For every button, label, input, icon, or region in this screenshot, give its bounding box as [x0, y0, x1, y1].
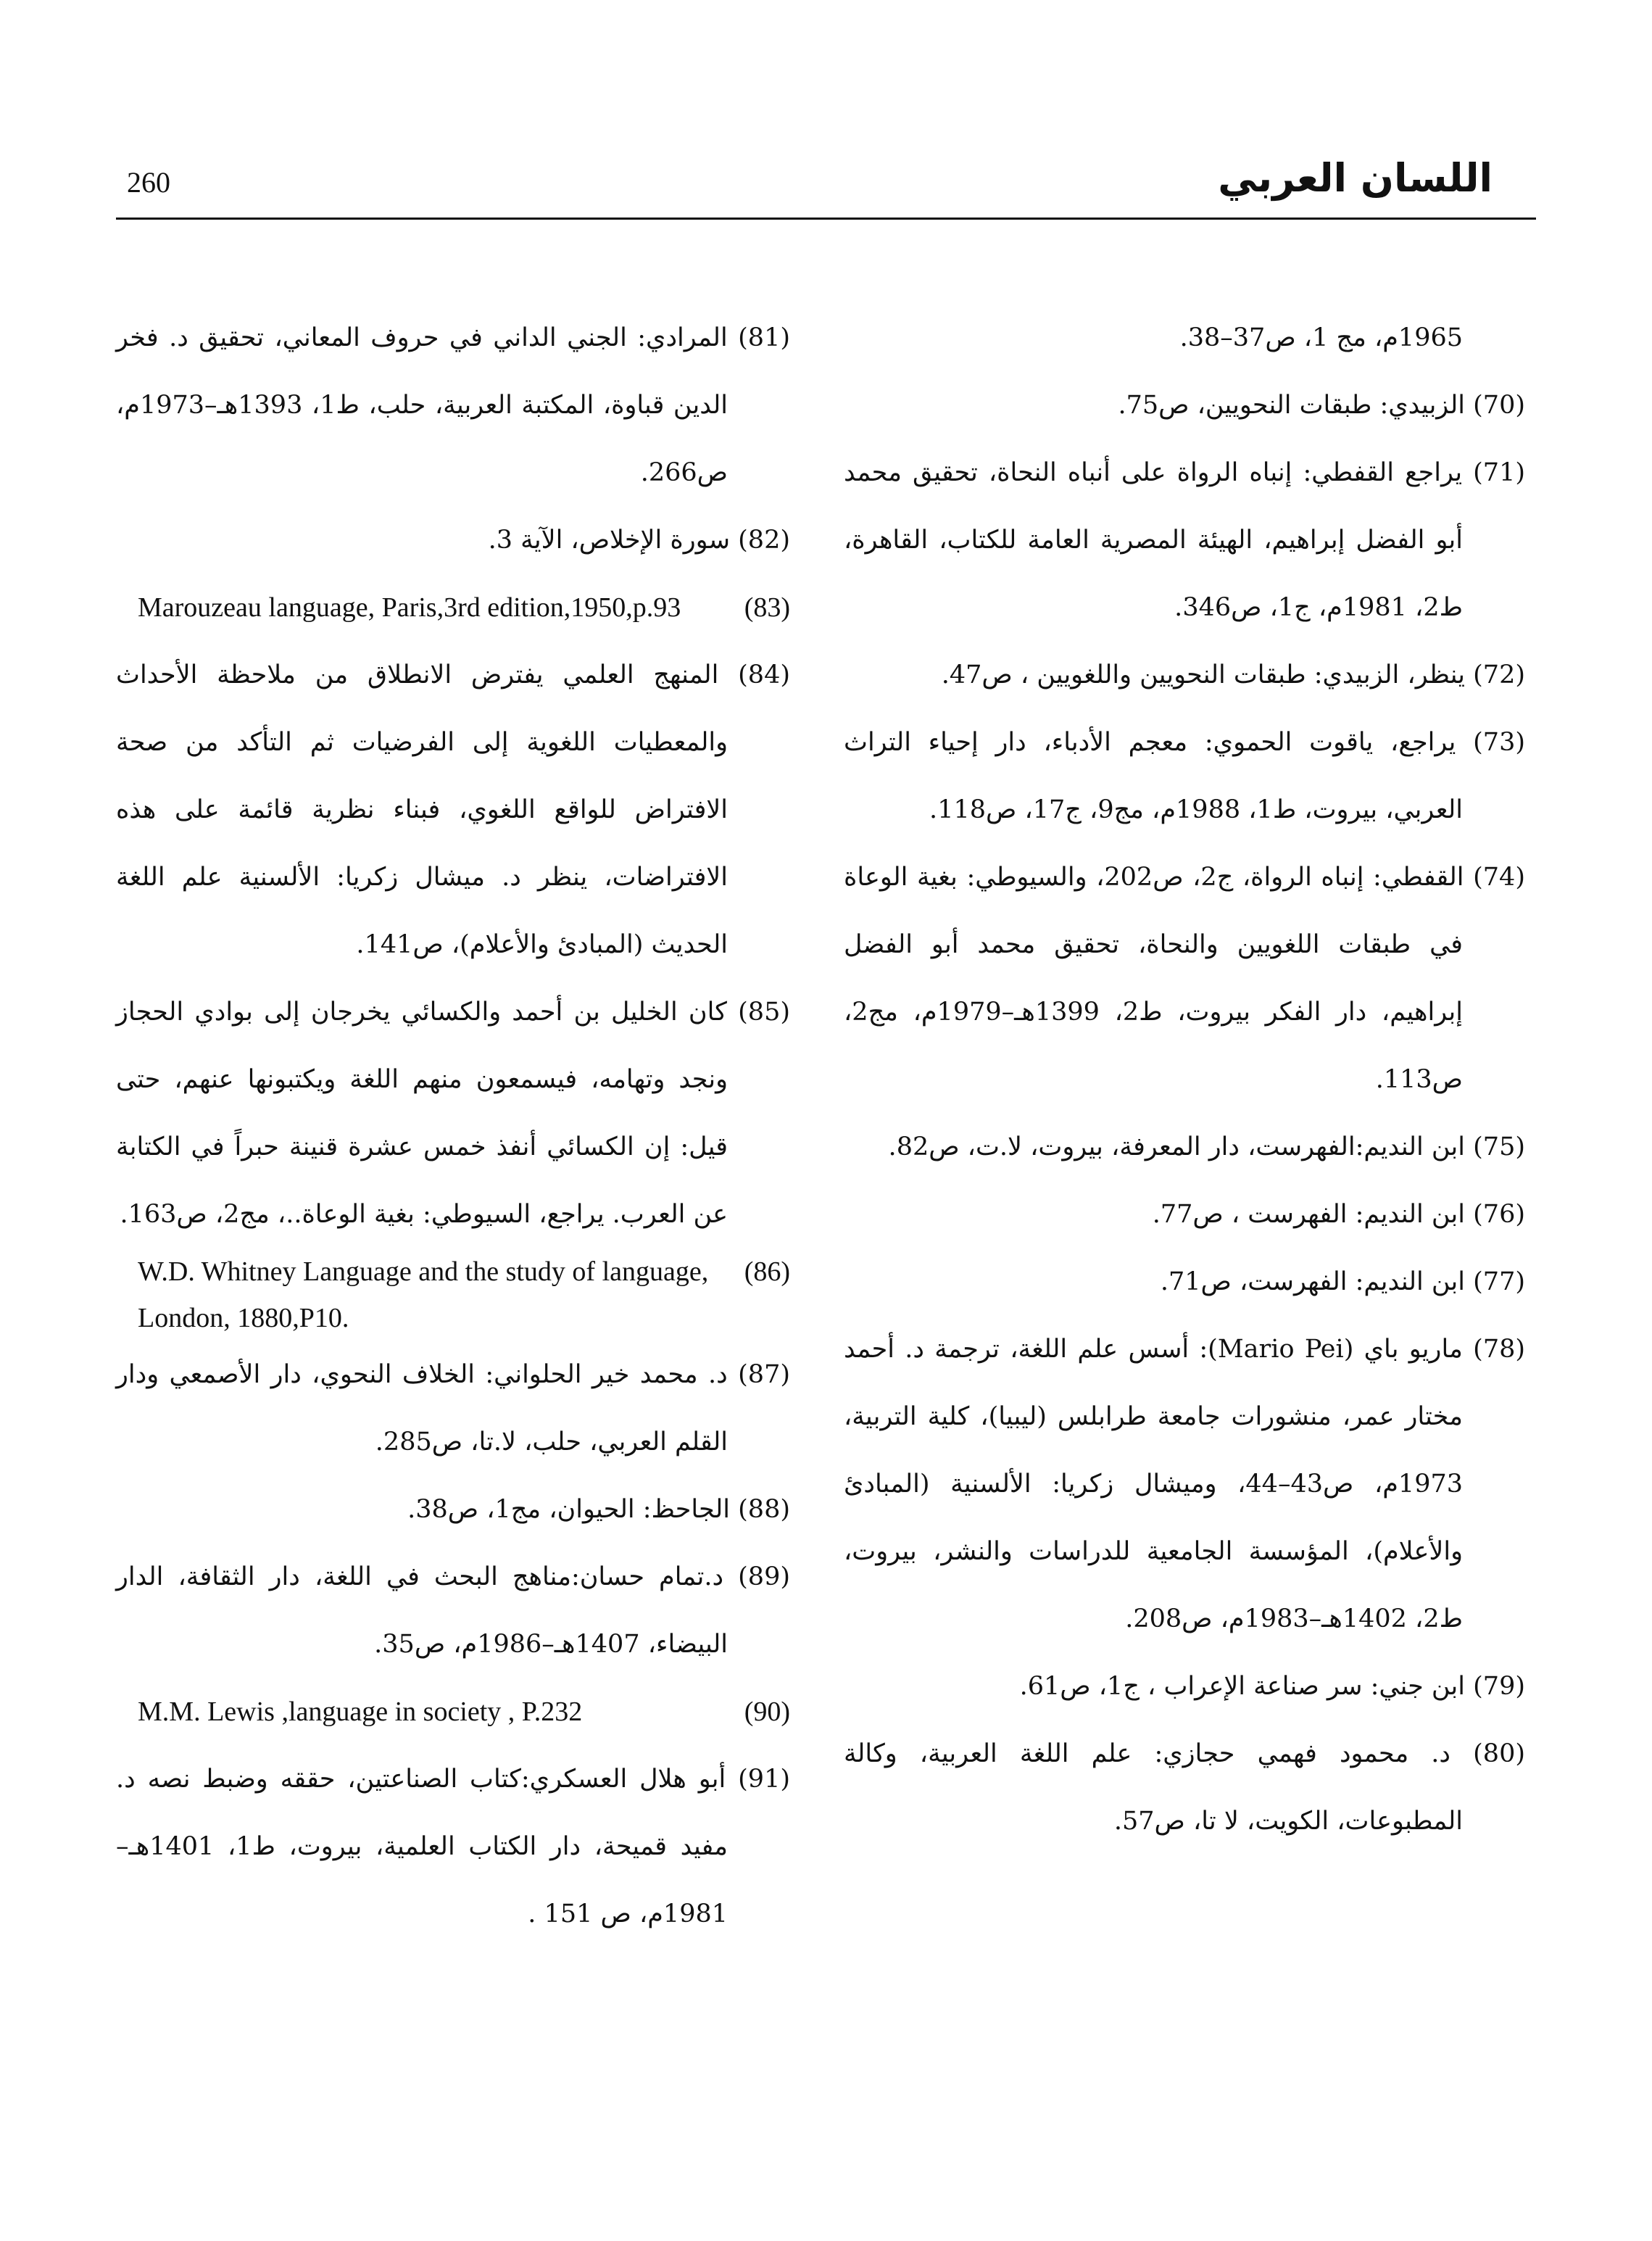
page-number: 260: [127, 166, 170, 199]
footnote-78: (78) ماريو باي (Mario Pei): أسس علم اللغة، ترجمة د. أحمد مختار عمر، منشورات جامعة طرابلس (ليبيا)، كلية التربية، 1973م، ص43–44، وميشال زكريا: الألسنية (المبادئ والأعلام)، المؤسسة الجامعية للدراسات والنشر، بيروت، ط2، 1402هـ–1983م، ص208.: [844, 1335, 1526, 1633]
header-rule: [116, 218, 1536, 220]
footnote-88: (88) الجاحظ: الحيوان، مج1، ص38.: [407, 1495, 790, 1524]
footnote-number: (86): [744, 1256, 790, 1287]
footnote-76: (76) ابن النديم: الفهرست ، ص77.: [1152, 1200, 1525, 1229]
right-column: [844, 305, 1525, 1855]
footnote-75: (75) ابن النديم:الفهرست، دار المعرفة، بيروت، لا.ت، ص82.: [888, 1132, 1525, 1161]
footnote-77: (77) ابن النديم: الفهرست، ص71.: [1160, 1267, 1525, 1296]
footnote-84: (84) المنهج العلمي يفترض الانطلاق من ملاحظة الأحداث والمعطيات اللغوية إلى الفرضيات ثم التأكد من صحة الافتراض للواقع اللغوي، فبناء نظرية قائمة على هذه الافتراضات، ينظر د. ميشال زكريا: الألسنية علم اللغة الحديث (المبادئ والأعلام)، ص141.: [116, 660, 790, 959]
footnote-90: [116, 1678, 790, 1746]
footnote-83: [116, 574, 790, 642]
footnote-87: (87) د. محمد خير الحلواني: الخلاف النحوي، دار الأصمعي ودار القلم العربي، حلب، لا.تا، ص285.: [116, 1360, 790, 1457]
left-column: [116, 305, 790, 1948]
footnote-79: (79) ابن جني: سر صناعة الإعراب ، ج1، ص61.: [1019, 1672, 1525, 1701]
journal-logo: اللسان العربي: [1218, 155, 1493, 201]
footnote-81: (81) المرادي: الجني الداني في حروف المعاني، تحقيق د. فخر الدين قباوة، المكتبة العربية، حلب، ط1، 1393هـ–1973م، ص266.: [116, 323, 790, 487]
footnote-82: (82) سورة الإخلاص، الآية 3.: [488, 526, 790, 555]
footnote-text: W.D. Whitney Language and the study of language, London, 1880,P10.: [138, 1256, 709, 1333]
footnote-text: Marouzeau language, Paris,3rd edition,1950,p.93: [138, 592, 681, 623]
footnote-text: M.M. Lewis ,language in society , P.232: [138, 1697, 583, 1727]
footnote-74: (74) القفطي: إنباه الرواة، ج2، ص202، والسيوطي: بغية الوعاة في طبقات اللغويين والنحاة، تحقيق محمد أبو الفضل إبراهيم، دار الفكر بيروت، ط2، 1399هـ–1979م، مج2، ص113.: [844, 863, 1525, 1094]
footnote-86: [116, 1248, 790, 1341]
footnote-71: (71) يراجع القفطي: إنباه الرواة على أنباه النحاة، تحقيق محمد أبو الفضل إبراهيم، الهيئة المصرية العامة للكتاب، القاهرة، ط2، 1981م، ج1، ص346.: [844, 458, 1525, 622]
footnote-91: (91) أبو هلال العسكري:كتاب الصناعتين، حققه وضبط نصه د. مفيد قميحة، دار الكتاب العلمية، بيروت، ط1، 1401هـ– 1981م، ص 151 .: [116, 1765, 790, 1929]
footnote-number: (83): [744, 592, 790, 623]
footnote-80: (80) د. محمود فهمي حجازي: علم اللغة العربية، وكالة المطبوعات، الكويت، لا تا، ص57.: [844, 1739, 1525, 1836]
footnote-73: (73) يراجع، ياقوت الحموي: معجم الأدباء، دار إحياء التراث العربي، بيروت، ط1، 1988م، مج9، ج17، ص118.: [844, 728, 1525, 824]
footnote-85: (85) كان الخليل بن أحمد والكسائي يخرجان إلى بوادي الحجاز ونجد وتهامه، فيسمعون منهم اللغة ويكتبونها عنهم، حتى قيل: إن الكسائي أنفذ خمس عشرة قنينة حبراً في الكتابة عن العرب. يراجع، السيوطي: بغية الوعاة..، مج2، ص163.: [116, 998, 790, 1229]
footnote-69-continuation: 1965م، مج 1، ص37–38.: [1179, 323, 1463, 352]
footnote-number: (90): [744, 1697, 790, 1727]
footnote-70: (70) الزبيدي: طبقات النحويين، ص75.: [1118, 391, 1525, 420]
footnote-89: (89) د.تمام حسان:مناهج البحث في اللغة، دار الثقافة، الدار البيضاء، 1407هـ–1986م، ص35.: [116, 1562, 790, 1659]
footnote-72: (72) ينظر، الزبيدي: طبقات النحويين واللغويين ، ص47.: [941, 660, 1525, 689]
